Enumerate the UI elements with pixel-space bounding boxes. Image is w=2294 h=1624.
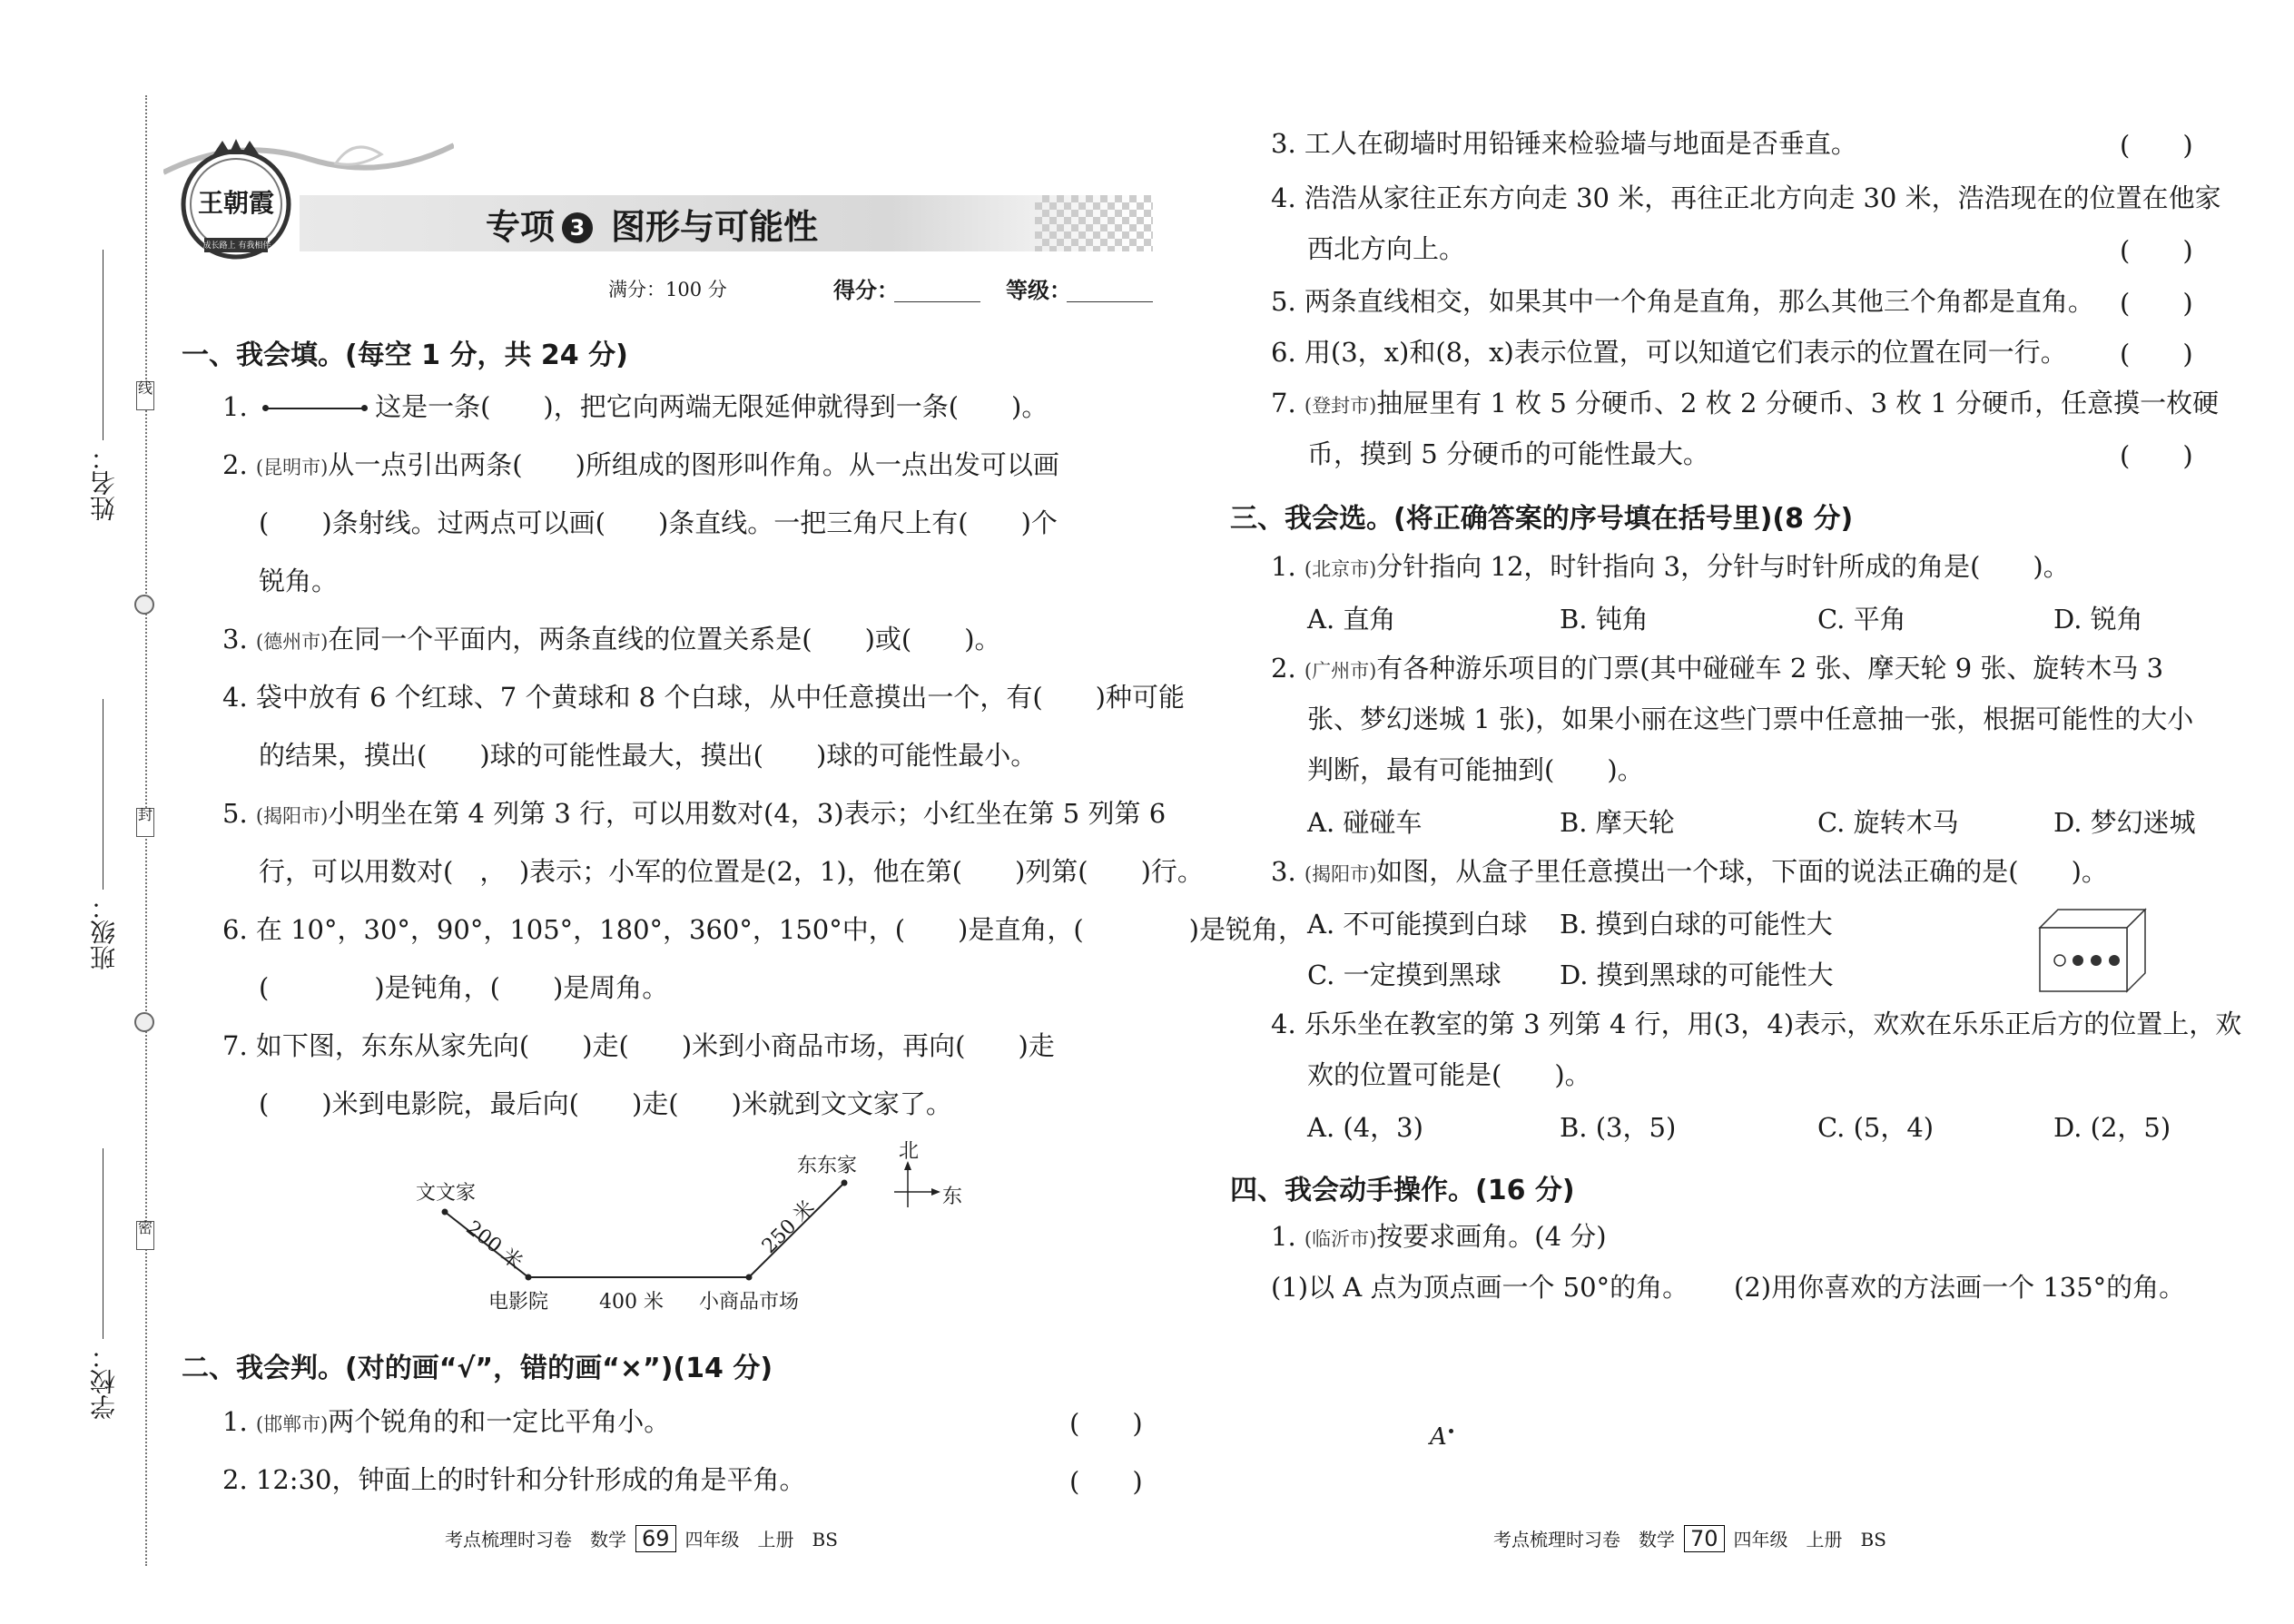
fill-q2-line3: 锐角。 bbox=[259, 566, 339, 596]
score-label: 得分： bbox=[833, 278, 899, 303]
q-text: 袋中放有 6 个红球、7 个黄球和 8 个白球，从中任意摸出一个，有( )种可能 bbox=[255, 682, 1185, 713]
q-number: 6. bbox=[1271, 337, 1296, 368]
school-label: 学校： bbox=[89, 1343, 119, 1420]
q-number: 5. bbox=[222, 798, 248, 829]
q-number: 2. bbox=[222, 1464, 248, 1495]
choice-option-a: A. (4，3) bbox=[1307, 1112, 1423, 1143]
choice-q1 bbox=[1271, 548, 2070, 587]
q-text: 抽屉里有 1 枚 5 分硬币、2 枚 2 分硬币、3 枚 1 分硬币，任意摸一枚硬 bbox=[1376, 388, 2220, 418]
point-dot bbox=[1449, 1429, 1453, 1433]
q-text: 按要求画角。(4 分) bbox=[1376, 1221, 1607, 1252]
title-main: 图形与可能性 bbox=[611, 207, 819, 247]
judge-q7-line1 bbox=[1271, 385, 2219, 424]
page-number: 69 bbox=[635, 1525, 676, 1552]
q-number: 7. bbox=[1271, 388, 1296, 418]
class-label: 班级： bbox=[89, 894, 119, 970]
choice-q3 bbox=[1271, 853, 2108, 892]
section-1-heading: 一、我会填。(每空 1 分，共 24 分) bbox=[182, 340, 628, 371]
map-label-200m: 200 米 bbox=[461, 1216, 527, 1275]
section-4-heading: 四、我会动手操作。(16 分) bbox=[1230, 1175, 1575, 1206]
operate-q1-sub2: (2)用你喜欢的方法画一个 135°的角。 bbox=[1734, 1272, 2186, 1303]
answer-paren: ( ) bbox=[2120, 130, 2193, 161]
title-prefix: 专项 bbox=[486, 207, 556, 247]
footer-book: 考点梳理时习卷 数学 bbox=[1493, 1529, 1675, 1550]
choice-option-b: B. 摸到白球的可能性大 bbox=[1560, 909, 1833, 940]
city-tag: (北京市) bbox=[1304, 558, 1377, 580]
logo-text: 王朝霞 bbox=[197, 188, 274, 218]
q-text: 两条直线相交，如果其中一个角是直角，那么其他三个角都是直角。 bbox=[1304, 286, 2094, 317]
q-number: 1. bbox=[222, 1406, 248, 1437]
q-text: 如下图，东东从家先向( )走( )米到小商品市场，再向( )走 bbox=[255, 1030, 1055, 1061]
map-label-250m: 250 米 bbox=[757, 1196, 820, 1258]
compass-east: 东 bbox=[942, 1186, 963, 1208]
q-number: 1. bbox=[1271, 551, 1296, 582]
left-footer bbox=[445, 1525, 838, 1552]
fill-q6-line1 bbox=[222, 911, 1305, 948]
judge-q4-line2: 西北方向上。 bbox=[1307, 233, 1466, 264]
map-label-dongdong-home: 东东家 bbox=[797, 1155, 858, 1177]
point-a-label: A bbox=[1430, 1423, 1447, 1451]
q-number: 4. bbox=[1271, 182, 1296, 213]
fill-q2-line1 bbox=[222, 447, 1059, 486]
map-label-market: 小商品市场 bbox=[699, 1291, 800, 1314]
city-tag: (德州市) bbox=[255, 631, 329, 653]
city-tag: (临沂市) bbox=[1304, 1228, 1377, 1250]
answer-paren: ( ) bbox=[2120, 440, 2193, 471]
choice-option-d: D. 梦幻迷城 bbox=[2053, 807, 2196, 838]
city-tag: (广州市) bbox=[1304, 660, 1377, 682]
point-a-marker bbox=[1430, 1423, 1453, 1451]
answer-paren: ( ) bbox=[2120, 235, 2193, 266]
city-tag: (登封市) bbox=[1304, 395, 1377, 417]
q-number: 3. bbox=[1271, 128, 1296, 159]
q-text: 两个锐角的和一定比平角小。 bbox=[328, 1406, 671, 1437]
choice-option-b: B. (3，5) bbox=[1560, 1112, 1677, 1143]
q-number: 7. bbox=[222, 1030, 248, 1061]
choice-q2-line2: 张、梦幻迷城 1 张)，如果小丽在这些门票中任意抽一张，根据可能性的大小 bbox=[1307, 704, 2194, 734]
choice-option-c: C. 旋转木马 bbox=[1817, 807, 1959, 838]
q-text: 分针指向 12，时针指向 3，分针与时针所成的角是( )。 bbox=[1376, 551, 2070, 582]
answer-paren: ( ) bbox=[1069, 1408, 1143, 1439]
route-map-diagram bbox=[399, 1139, 999, 1321]
fill-q5-line2: 行，可以用数对( ， )表示；小军的位置是(2，1)，他在第( )列第( )行。 bbox=[259, 856, 1204, 887]
choice-option-c: C. 平角 bbox=[1817, 604, 1906, 635]
city-tag: (邯郸市) bbox=[255, 1413, 329, 1435]
fill-q4-line2: 的结果，摸出( )球的可能性最大，摸出( )球的可能性最小。 bbox=[259, 740, 1038, 771]
judge-q3 bbox=[1271, 125, 1857, 162]
choice-option-b: B. 钝角 bbox=[1560, 604, 1649, 635]
footer-grade: 四年级 上册 BS bbox=[1733, 1529, 1886, 1550]
q-text: 如图，从盒子里任意摸出一个球，下面的说法正确的是( )。 bbox=[1376, 856, 2108, 887]
seal-mark-xian: 线 bbox=[136, 381, 154, 410]
seal-mark-mi: 密 bbox=[136, 1221, 154, 1250]
footer-grade: 四年级 上册 BS bbox=[684, 1529, 838, 1550]
q-text: 12:30，钟面上的时针和分针形成的角是平角。 bbox=[255, 1464, 806, 1495]
city-tag: (揭阳市) bbox=[1304, 863, 1377, 885]
q-number: 2. bbox=[1271, 653, 1296, 684]
grade-label: 等级： bbox=[1006, 278, 1071, 303]
judge-q4-line1 bbox=[1271, 180, 2221, 216]
title-banner-checker bbox=[1035, 195, 1153, 251]
city-tag: (揭阳市) bbox=[255, 805, 329, 827]
q-text: 工人在砌墙时用铅锤来检验墙与地面是否垂直。 bbox=[1304, 128, 1857, 159]
map-label-400m: 400 米 bbox=[599, 1291, 664, 1314]
seal-circle-icon bbox=[134, 595, 154, 615]
choice-option-c: C. (5，4) bbox=[1817, 1112, 1935, 1143]
fill-q5-line1 bbox=[222, 795, 1166, 834]
q-text: 用(3，x)和(8，x)表示位置，可以知道它们表示的位置在同一行。 bbox=[1304, 337, 2067, 368]
seal-mark-feng: 封 bbox=[136, 808, 154, 837]
choice-option-d: D. 摸到黑球的可能性大 bbox=[1560, 960, 1834, 990]
section-2-heading: 二、我会判。(对的画“√”，错的画“×”)(14 分) bbox=[182, 1353, 773, 1384]
ball-box-figure bbox=[2038, 908, 2147, 994]
q-text: 有各种游乐项目的门票(其中碰碰车 2 张、摩天轮 9 张、旋转木马 3 bbox=[1376, 653, 2164, 684]
choice-option-d: D. (2，5) bbox=[2053, 1112, 2171, 1143]
q-text: 这是一条( )，把它向两端无限延伸就得到一条( )。 bbox=[375, 391, 1049, 422]
full-score: 满分：100 分 bbox=[608, 279, 727, 300]
judge-q5 bbox=[1271, 283, 2094, 320]
judge-q7-line2: 币，摸到 5 分硬币的可能性最大。 bbox=[1307, 438, 1709, 469]
judge-q6 bbox=[1271, 334, 2067, 370]
q-text: 在 10°，30°，90°，105°，180°，360°，150°中，( )是直角，( )是锐角， bbox=[255, 914, 1305, 945]
title-number-badge: 3 bbox=[562, 212, 593, 243]
operate-q1 bbox=[1271, 1218, 1607, 1257]
q-text: 乐乐坐在教室的第 3 列第 4 行，用(3，4)表示，欢欢在乐乐正后方的位置上，欢 bbox=[1304, 1009, 2242, 1039]
fill-q3 bbox=[222, 621, 1001, 660]
choice-option-a: A. 直角 bbox=[1307, 604, 1396, 635]
choice-option-b: B. 摩天轮 bbox=[1560, 807, 1675, 838]
page-title bbox=[486, 199, 818, 249]
city-tag: (昆明市) bbox=[255, 457, 329, 478]
logo-slogan: 成长路上 有我相伴 bbox=[202, 241, 271, 251]
choice-q4-line1 bbox=[1271, 1006, 2241, 1042]
choice-option-a: A. 碰碰车 bbox=[1307, 807, 1423, 838]
score-blank bbox=[894, 301, 980, 302]
footer-book: 考点梳理时习卷 数学 bbox=[445, 1529, 626, 1550]
q-number: 3. bbox=[1271, 856, 1296, 887]
answer-paren: ( ) bbox=[2120, 288, 2193, 319]
fill-q7-line2: ( )米到电影院，最后向( )走( )米就到文文家了。 bbox=[259, 1088, 952, 1119]
q-text: 从一点引出两条( )所组成的图形叫作角。从一点出发可以画 bbox=[328, 449, 1059, 480]
brand-logo bbox=[177, 136, 295, 263]
grade-blank bbox=[1067, 301, 1153, 302]
compass-north: 北 bbox=[899, 1140, 920, 1163]
q-number: 4. bbox=[1271, 1009, 1296, 1039]
judge-q2 bbox=[222, 1462, 805, 1498]
q-number: 6. bbox=[222, 914, 248, 945]
map-label-wenwen-home: 文文家 bbox=[416, 1182, 477, 1205]
judge-q1 bbox=[222, 1403, 670, 1442]
fill-q4-line1 bbox=[222, 679, 1185, 715]
q-number: 1. bbox=[1271, 1221, 1296, 1252]
choice-option-a: A. 不可能摸到白球 bbox=[1307, 909, 1528, 940]
section-3-heading: 三、我会选。(将正确答案的序号填在括号里)(8 分) bbox=[1230, 503, 1854, 535]
q-number: 2. bbox=[222, 449, 248, 480]
q-text: 小明坐在第 4 列第 3 行，可以用数对(4，3)表示；小红坐在第 5 列第 6 bbox=[328, 798, 1167, 829]
choice-q4-line2: 欢的位置可能是( )。 bbox=[1307, 1059, 1591, 1090]
q-number: 1. bbox=[222, 391, 248, 422]
fill-q7-line1 bbox=[222, 1028, 1055, 1064]
choice-q2-line3: 判断，最有可能抽到( )。 bbox=[1307, 754, 1644, 785]
q-text: 浩浩从家往正东方向走 30 米，再往正北方向走 30 米，浩浩现在的位置在他家 bbox=[1304, 182, 2221, 213]
q-number: 4. bbox=[222, 682, 248, 713]
answer-paren: ( ) bbox=[1069, 1466, 1143, 1497]
seal-circle-icon bbox=[134, 1012, 154, 1032]
map-label-cinema: 电影院 bbox=[488, 1291, 549, 1314]
fill-q1 bbox=[222, 389, 1048, 425]
choice-q2-line1 bbox=[1271, 650, 2163, 689]
q-text: 在同一个平面内，两条直线的位置关系是( )或( )。 bbox=[328, 624, 1001, 655]
choice-option-c: C. 一定摸到黑球 bbox=[1307, 960, 1501, 990]
choice-option-d: D. 锐角 bbox=[2053, 604, 2143, 635]
q-number: 5. bbox=[1271, 286, 1296, 317]
name-label: 姓名： bbox=[89, 445, 119, 521]
fill-q2-line2: ( )条射线。过两点可以画( )条直线。一把三角尺上有( )个 bbox=[259, 507, 1058, 538]
right-footer bbox=[1493, 1525, 1886, 1552]
answer-paren: ( ) bbox=[2120, 339, 2193, 369]
fill-q6-line2: ( )是钝角，( )是周角。 bbox=[259, 972, 669, 1003]
q-number: 3. bbox=[222, 624, 248, 655]
operate-q1-sub1: (1)以 A 点为顶点画一个 50°的角。 bbox=[1271, 1272, 1689, 1303]
page-number: 70 bbox=[1684, 1525, 1725, 1552]
segment-figure bbox=[265, 404, 365, 413]
